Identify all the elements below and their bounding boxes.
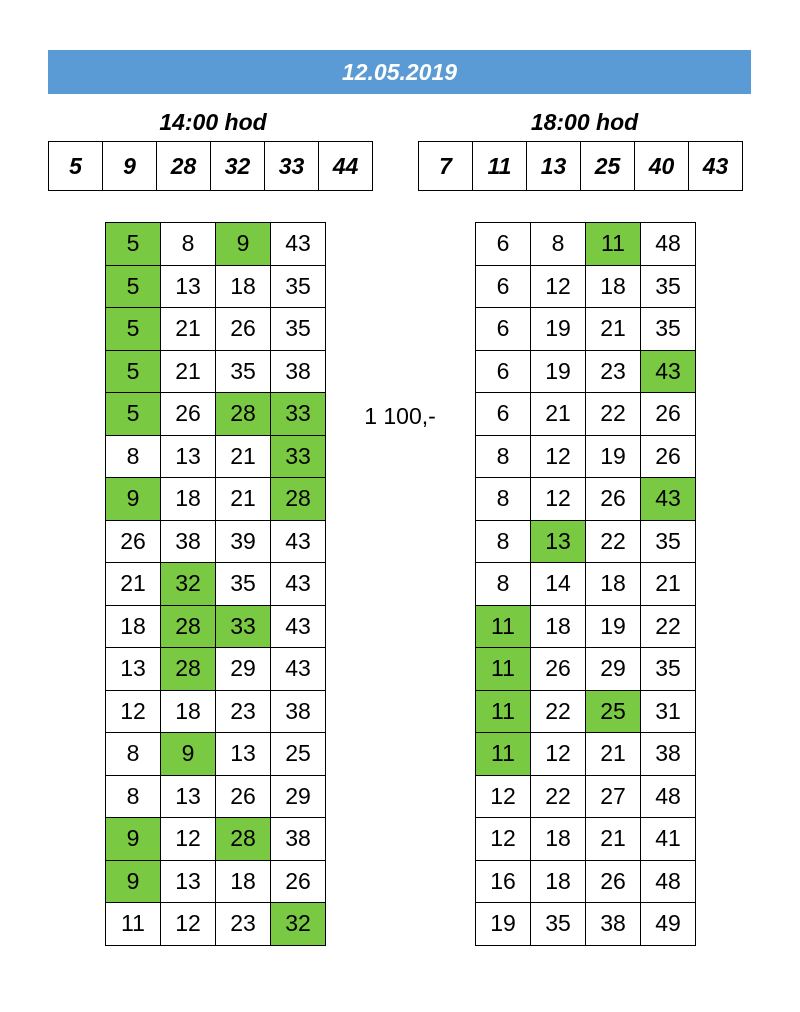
- ticket-number: 6: [476, 223, 531, 266]
- ticket-number: 48: [641, 861, 696, 904]
- ticket-row: [106, 733, 326, 776]
- ticket-number: 14: [531, 563, 586, 606]
- ticket-number: 8: [476, 436, 531, 479]
- ticket-number: 8: [161, 223, 216, 266]
- ticket-number: 12: [476, 818, 531, 861]
- ticket-number: 26: [216, 776, 271, 819]
- ticket-number-hit: 28: [216, 393, 271, 436]
- ticket-row: [106, 308, 326, 351]
- ticket-number: 21: [586, 733, 641, 776]
- ticket-row: [106, 266, 326, 309]
- ticket-number: 43: [271, 223, 326, 266]
- ticket-number-hit: 33: [216, 606, 271, 649]
- ticket-number: 48: [641, 223, 696, 266]
- draw-1800-title: 18:00 hod: [530, 108, 639, 135]
- ticket-number: 22: [586, 521, 641, 564]
- ticket-row: [476, 776, 696, 819]
- ticket-number: 21: [161, 351, 216, 394]
- ticket-number: 26: [641, 393, 696, 436]
- ticket-number: 6: [476, 351, 531, 394]
- ticket-number: 16: [476, 861, 531, 904]
- ticket-number: 35: [216, 351, 271, 394]
- ticket-number-hit: 43: [641, 351, 696, 394]
- ticket-number-hit: 13: [531, 521, 586, 564]
- ticket-row: [476, 478, 696, 521]
- ticket-number-hit: 43: [641, 478, 696, 521]
- ticket-number: 8: [476, 563, 531, 606]
- ticket-number: 26: [586, 861, 641, 904]
- ticket-number: 35: [641, 308, 696, 351]
- draw-number: 40: [635, 142, 689, 190]
- ticket-number-hit: 5: [106, 223, 161, 266]
- ticket-row: [106, 436, 326, 479]
- ticket-number: 8: [531, 223, 586, 266]
- ticket-number: 35: [641, 521, 696, 564]
- ticket-number: 12: [531, 266, 586, 309]
- ticket-grid-1400: [105, 222, 326, 946]
- draw-number: 11: [473, 142, 527, 190]
- ticket-number: 18: [106, 606, 161, 649]
- ticket-number: 26: [531, 648, 586, 691]
- ticket-number-hit: 11: [476, 606, 531, 649]
- ticket-number: 12: [531, 733, 586, 776]
- ticket-number: 41: [641, 818, 696, 861]
- ticket-row: [106, 691, 326, 734]
- ticket-number: 22: [531, 776, 586, 819]
- ticket-number: 26: [641, 436, 696, 479]
- prize-amount: 1 100,-: [364, 402, 436, 429]
- draw-number: 33: [265, 142, 319, 190]
- draw-1400-title: 14:00 hod: [159, 108, 267, 135]
- ticket-number: 8: [106, 733, 161, 776]
- ticket-number: 23: [216, 903, 271, 946]
- ticket-row: [106, 351, 326, 394]
- ticket-number: 29: [216, 648, 271, 691]
- ticket-number: 21: [161, 308, 216, 351]
- ticket-number-hit: 11: [476, 733, 531, 776]
- ticket-number-hit: 5: [106, 266, 161, 309]
- draw-number: 43: [689, 142, 743, 190]
- ticket-row: [106, 223, 326, 266]
- ticket-row: [106, 648, 326, 691]
- draw-number: 7: [419, 142, 473, 190]
- ticket-number-hit: 11: [476, 691, 531, 734]
- ticket-number: 6: [476, 308, 531, 351]
- ticket-number-hit: 5: [106, 308, 161, 351]
- ticket-number: 35: [216, 563, 271, 606]
- ticket-number: 12: [531, 478, 586, 521]
- ticket-row: [106, 393, 326, 436]
- ticket-number: 12: [106, 691, 161, 734]
- ticket-number: 38: [271, 818, 326, 861]
- ticket-number: 6: [476, 266, 531, 309]
- ticket-row: [476, 691, 696, 734]
- ticket-row: [476, 266, 696, 309]
- ticket-number: 38: [271, 351, 326, 394]
- ticket-number: 13: [161, 861, 216, 904]
- ticket-number: 35: [641, 648, 696, 691]
- ticket-number: 26: [586, 478, 641, 521]
- ticket-row: [106, 861, 326, 904]
- ticket-number: 8: [476, 478, 531, 521]
- ticket-grid-1800: [475, 222, 696, 946]
- ticket-row: [106, 818, 326, 861]
- ticket-number-hit: 25: [586, 691, 641, 734]
- ticket-number: 38: [161, 521, 216, 564]
- ticket-number: 43: [271, 521, 326, 564]
- ticket-number: 12: [161, 818, 216, 861]
- draw-number: 44: [319, 142, 373, 190]
- ticket-number: 19: [586, 436, 641, 479]
- ticket-number: 6: [476, 393, 531, 436]
- ticket-number-hit: 9: [106, 861, 161, 904]
- ticket-number: 12: [531, 436, 586, 479]
- ticket-number-hit: 11: [586, 223, 641, 266]
- ticket-number: 19: [586, 606, 641, 649]
- ticket-row: [106, 478, 326, 521]
- ticket-number: 13: [216, 733, 271, 776]
- ticket-number: 18: [531, 861, 586, 904]
- ticket-number: 19: [476, 903, 531, 946]
- ticket-row: [476, 436, 696, 479]
- ticket-number-hit: 32: [271, 903, 326, 946]
- draw-1800-numbers: [418, 141, 743, 191]
- ticket-row: [106, 606, 326, 649]
- ticket-number-hit: 33: [271, 436, 326, 479]
- ticket-number: 26: [216, 308, 271, 351]
- ticket-number: 22: [531, 691, 586, 734]
- ticket-number: 43: [271, 648, 326, 691]
- ticket-number: 13: [161, 436, 216, 479]
- ticket-number-hit: 28: [216, 818, 271, 861]
- ticket-number-hit: 9: [216, 223, 271, 266]
- ticket-number: 12: [476, 776, 531, 819]
- ticket-number: 27: [586, 776, 641, 819]
- ticket-number: 18: [586, 563, 641, 606]
- ticket-number: 23: [216, 691, 271, 734]
- ticket-number: 35: [271, 308, 326, 351]
- ticket-number-hit: 9: [161, 733, 216, 776]
- ticket-number: 8: [106, 776, 161, 819]
- ticket-row: [476, 521, 696, 564]
- ticket-number-hit: 9: [106, 478, 161, 521]
- ticket-number: 29: [271, 776, 326, 819]
- draw-number: 13: [527, 142, 581, 190]
- ticket-number: 49: [641, 903, 696, 946]
- draw-1400-numbers: [48, 141, 373, 191]
- ticket-number: 21: [641, 563, 696, 606]
- ticket-row: [476, 861, 696, 904]
- draw-number: 25: [581, 142, 635, 190]
- ticket-number-hit: 5: [106, 351, 161, 394]
- ticket-row: [476, 223, 696, 266]
- ticket-number: 18: [586, 266, 641, 309]
- ticket-number-hit: 28: [271, 478, 326, 521]
- ticket-number: 25: [271, 733, 326, 776]
- ticket-number: 13: [161, 776, 216, 819]
- ticket-number: 13: [106, 648, 161, 691]
- ticket-number: 31: [641, 691, 696, 734]
- ticket-number: 18: [161, 691, 216, 734]
- ticket-number: 26: [106, 521, 161, 564]
- ticket-number: 21: [216, 478, 271, 521]
- ticket-number-hit: 28: [161, 648, 216, 691]
- ticket-number: 19: [531, 351, 586, 394]
- ticket-number: 18: [531, 606, 586, 649]
- ticket-number-hit: 32: [161, 563, 216, 606]
- ticket-number: 21: [586, 308, 641, 351]
- ticket-row: [106, 776, 326, 819]
- ticket-row: [476, 903, 696, 946]
- ticket-number: 43: [271, 606, 326, 649]
- ticket-number: 18: [216, 266, 271, 309]
- date-banner: [48, 50, 751, 94]
- ticket-number: 26: [161, 393, 216, 436]
- ticket-number: 43: [271, 563, 326, 606]
- ticket-number: 38: [271, 691, 326, 734]
- draw-number: 9: [103, 142, 157, 190]
- ticket-row: [476, 308, 696, 351]
- ticket-number: 13: [161, 266, 216, 309]
- ticket-number-hit: 9: [106, 818, 161, 861]
- ticket-number-hit: 11: [476, 648, 531, 691]
- ticket-number: 26: [271, 861, 326, 904]
- ticket-number: 18: [531, 818, 586, 861]
- ticket-number: 18: [161, 478, 216, 521]
- ticket-number: 11: [106, 903, 161, 946]
- ticket-row: [106, 563, 326, 606]
- ticket-row: [476, 351, 696, 394]
- draw-number: 32: [211, 142, 265, 190]
- ticket-row: [476, 648, 696, 691]
- draw-number: 28: [157, 142, 211, 190]
- ticket-row: [476, 393, 696, 436]
- ticket-number: 8: [476, 521, 531, 564]
- ticket-number: 39: [216, 521, 271, 564]
- ticket-number: 19: [531, 308, 586, 351]
- ticket-number: 21: [531, 393, 586, 436]
- ticket-number: 38: [586, 903, 641, 946]
- ticket-number-hit: 28: [161, 606, 216, 649]
- ticket-number-hit: 33: [271, 393, 326, 436]
- ticket-number: 35: [531, 903, 586, 946]
- ticket-number: 38: [641, 733, 696, 776]
- ticket-row: [106, 521, 326, 564]
- draw-number: 5: [49, 142, 103, 190]
- ticket-number: 22: [586, 393, 641, 436]
- ticket-row: [476, 563, 696, 606]
- ticket-number: 18: [216, 861, 271, 904]
- ticket-number: 12: [161, 903, 216, 946]
- ticket-number-hit: 5: [106, 393, 161, 436]
- ticket-row: [476, 606, 696, 649]
- ticket-number: 21: [106, 563, 161, 606]
- ticket-number: 22: [641, 606, 696, 649]
- draw-date: 12.05.2019: [341, 58, 458, 85]
- ticket-number: 48: [641, 776, 696, 819]
- ticket-number: 29: [586, 648, 641, 691]
- ticket-row: [476, 733, 696, 776]
- ticket-number: 21: [586, 818, 641, 861]
- ticket-number: 8: [106, 436, 161, 479]
- ticket-number: 35: [271, 266, 326, 309]
- ticket-row: [106, 903, 326, 946]
- ticket-number: 35: [641, 266, 696, 309]
- ticket-row: [476, 818, 696, 861]
- ticket-number: 23: [586, 351, 641, 394]
- ticket-number: 21: [216, 436, 271, 479]
